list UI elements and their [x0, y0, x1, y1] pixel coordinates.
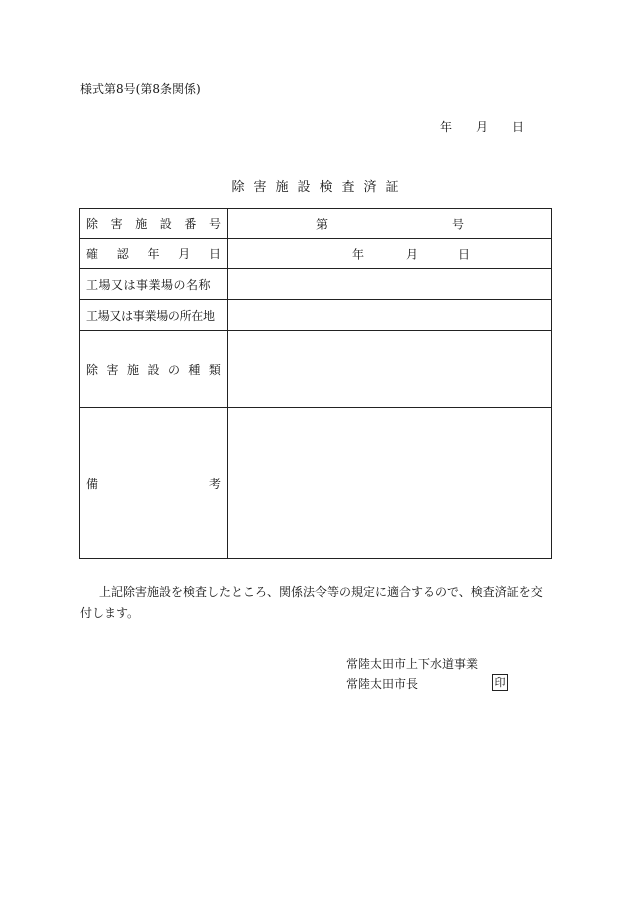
- facility-number-prefix: 第: [316, 217, 329, 231]
- remarks-label: [80, 408, 228, 559]
- label-char: 認: [116, 247, 129, 261]
- label-char: 確: [86, 247, 99, 261]
- issuer-block: [346, 654, 478, 694]
- document-title: 除害施設検査済証: [231, 180, 408, 195]
- label-char: 害: [106, 362, 119, 377]
- notice-text: 上記除害施設を検査したところ、関係法令等の規定に適合するので、検査済証を交付します。: [80, 585, 543, 620]
- label-char: 考: [208, 476, 221, 491]
- label-char: 備: [86, 476, 99, 491]
- facility-name-label: [80, 269, 228, 300]
- confirmation-date-month: 月: [406, 247, 419, 261]
- label-text: 工場又は事業場の名称: [86, 277, 212, 292]
- confirmation-date-year: 年: [352, 247, 365, 261]
- confirmation-date-label: [80, 239, 228, 269]
- facility-address-value: [228, 300, 552, 331]
- label-char: 除: [86, 362, 99, 377]
- facility-name-value: [228, 269, 552, 300]
- confirmation-date-value: [228, 239, 552, 269]
- label-char: 施: [135, 217, 148, 231]
- facility-address-label: [80, 300, 228, 331]
- issuer-title: 常陸太田市長: [346, 677, 419, 691]
- label-char: 年: [147, 247, 160, 261]
- facility-type-label: [80, 331, 228, 408]
- table-row: [80, 269, 552, 300]
- form-number: 様式第8号(第8条関係): [80, 82, 201, 96]
- label-char: 設: [159, 217, 172, 231]
- issue-date-day: 日: [512, 120, 525, 134]
- table-row: [80, 239, 552, 269]
- facility-number-suffix: 号: [452, 217, 465, 231]
- facility-type-value: [228, 331, 552, 408]
- label-char: 種: [188, 362, 201, 377]
- seal-mark: 印: [492, 674, 508, 691]
- label-char: 設: [147, 362, 160, 377]
- issuer-organization: 常陸太田市上下水道事業: [346, 657, 479, 671]
- label-char: 月: [178, 247, 191, 261]
- issue-date-month: 月: [476, 120, 489, 134]
- label-char: の: [167, 362, 180, 377]
- table-row: [80, 209, 552, 239]
- inspection-table: [79, 208, 552, 559]
- facility-number-label: [80, 209, 228, 239]
- label-char: 日: [208, 247, 221, 261]
- label-char: 番: [184, 217, 197, 231]
- table-row: [80, 331, 552, 408]
- label-char: 除: [86, 217, 99, 231]
- label-char: 号: [208, 217, 221, 231]
- issue-date-year: 年: [440, 120, 453, 134]
- label-char: 類: [208, 362, 221, 377]
- facility-number-value: [228, 209, 552, 239]
- label-char: 施: [126, 362, 139, 377]
- confirmation-date-day: 日: [458, 247, 471, 261]
- table-row: [80, 408, 552, 559]
- table-row: [80, 300, 552, 331]
- remarks-value: [228, 408, 552, 559]
- label-text: 工場又は事業場の所在地: [86, 308, 215, 323]
- label-char: 害: [110, 217, 123, 231]
